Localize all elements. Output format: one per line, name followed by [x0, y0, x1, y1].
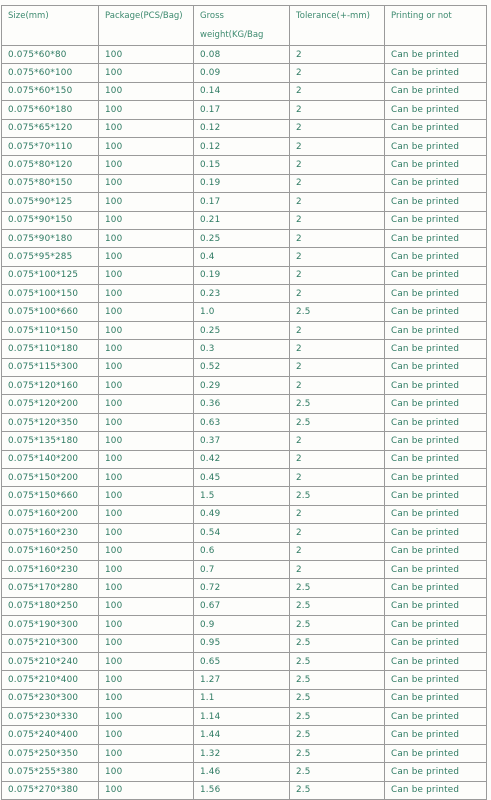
- table-row: [2, 781, 487, 799]
- cell-printing: Can be printed: [385, 303, 487, 321]
- cell-tolerance: 2: [290, 340, 385, 358]
- table-row: [2, 468, 487, 486]
- cell-package: 100: [99, 321, 194, 339]
- cell-gross-weight: 0.19: [194, 266, 290, 284]
- cell-gross-weight: 1.46: [194, 763, 290, 781]
- cell-tolerance: 2.5: [290, 671, 385, 689]
- cell-size: 0.075*150*200: [2, 468, 99, 486]
- cell-tolerance: 2: [290, 266, 385, 284]
- cell-gross-weight: 0.54: [194, 524, 290, 542]
- table-row: [2, 211, 487, 229]
- cell-gross-weight: 0.72: [194, 579, 290, 597]
- cell-size: 0.075*120*160: [2, 377, 99, 395]
- table-row: [2, 524, 487, 542]
- cell-gross-weight: 0.6: [194, 542, 290, 560]
- cell-gross-weight: 0.9: [194, 616, 290, 634]
- table-row: [2, 340, 487, 358]
- cell-package: 100: [99, 413, 194, 431]
- cell-tolerance: 2: [290, 321, 385, 339]
- cell-printing: Can be printed: [385, 450, 487, 468]
- cell-gross-weight: 0.45: [194, 468, 290, 486]
- cell-tolerance: 2: [290, 211, 385, 229]
- cell-size: 0.075*270*380: [2, 781, 99, 799]
- cell-size: 0.075*230*330: [2, 708, 99, 726]
- cell-package: 100: [99, 708, 194, 726]
- cell-printing: Can be printed: [385, 285, 487, 303]
- table-row: [2, 377, 487, 395]
- cell-printing: Can be printed: [385, 763, 487, 781]
- cell-package: 100: [99, 101, 194, 119]
- cell-printing: Can be printed: [385, 432, 487, 450]
- cell-package: 100: [99, 229, 194, 247]
- cell-size: 0.075*170*280: [2, 579, 99, 597]
- cell-package: 100: [99, 395, 194, 413]
- cell-size: 0.075*60*100: [2, 64, 99, 82]
- cell-tolerance: 2: [290, 432, 385, 450]
- cell-package: 100: [99, 634, 194, 652]
- cell-package: 100: [99, 487, 194, 505]
- cell-printing: Can be printed: [385, 708, 487, 726]
- cell-gross-weight: 0.37: [194, 432, 290, 450]
- cell-gross-weight: 0.14: [194, 82, 290, 100]
- cell-package: 100: [99, 377, 194, 395]
- cell-printing: Can be printed: [385, 671, 487, 689]
- cell-package: 100: [99, 763, 194, 781]
- cell-package: 100: [99, 156, 194, 174]
- cell-tolerance: 2.5: [290, 726, 385, 744]
- cell-size: 0.075*60*80: [2, 46, 99, 64]
- cell-size: 0.075*160*200: [2, 505, 99, 523]
- cell-tolerance: 2: [290, 156, 385, 174]
- table-row: [2, 597, 487, 615]
- cell-gross-weight: 0.3: [194, 340, 290, 358]
- cell-printing: Can be printed: [385, 64, 487, 82]
- cell-package: 100: [99, 505, 194, 523]
- cell-printing: Can be printed: [385, 487, 487, 505]
- table-row: [2, 101, 487, 119]
- cell-tolerance: 2: [290, 358, 385, 376]
- cell-tolerance: 2: [290, 524, 385, 542]
- cell-package: 100: [99, 579, 194, 597]
- column-header-gross-weight: [194, 6, 290, 46]
- cell-printing: Can be printed: [385, 634, 487, 652]
- cell-gross-weight: 0.29: [194, 377, 290, 395]
- cell-gross-weight: 1.44: [194, 726, 290, 744]
- cell-printing: Can be printed: [385, 468, 487, 486]
- cell-gross-weight: 0.4: [194, 248, 290, 266]
- cell-size: 0.075*95*285: [2, 248, 99, 266]
- cell-gross-weight: 0.95: [194, 634, 290, 652]
- table-row: [2, 229, 487, 247]
- table-row: [2, 193, 487, 211]
- cell-printing: Can be printed: [385, 266, 487, 284]
- cell-gross-weight: 0.21: [194, 211, 290, 229]
- table-row: [2, 303, 487, 321]
- cell-printing: Can be printed: [385, 211, 487, 229]
- cell-size: 0.075*255*380: [2, 763, 99, 781]
- cell-tolerance: 2.5: [290, 579, 385, 597]
- cell-tolerance: 2.5: [290, 781, 385, 799]
- cell-gross-weight: 0.17: [194, 101, 290, 119]
- cell-size: 0.075*115*300: [2, 358, 99, 376]
- cell-package: 100: [99, 726, 194, 744]
- cell-package: 100: [99, 119, 194, 137]
- cell-gross-weight: 0.7: [194, 560, 290, 578]
- cell-printing: Can be printed: [385, 358, 487, 376]
- cell-tolerance: 2: [290, 174, 385, 192]
- cell-printing: Can be printed: [385, 505, 487, 523]
- cell-package: 100: [99, 211, 194, 229]
- table-header: [2, 6, 487, 46]
- cell-package: 100: [99, 248, 194, 266]
- cell-printing: Can be printed: [385, 744, 487, 762]
- table-row: [2, 82, 487, 100]
- cell-gross-weight: 0.63: [194, 413, 290, 431]
- cell-gross-weight: 0.36: [194, 395, 290, 413]
- cell-printing: Can be printed: [385, 652, 487, 670]
- cell-tolerance: 2.5: [290, 413, 385, 431]
- cell-size: 0.075*60*180: [2, 101, 99, 119]
- cell-tolerance: 2.5: [290, 303, 385, 321]
- cell-size: 0.075*100*660: [2, 303, 99, 321]
- cell-size: 0.075*110*180: [2, 340, 99, 358]
- cell-printing: Can be printed: [385, 119, 487, 137]
- cell-tolerance: 2: [290, 285, 385, 303]
- cell-gross-weight: 0.17: [194, 193, 290, 211]
- cell-package: 100: [99, 340, 194, 358]
- cell-gross-weight: 0.08: [194, 46, 290, 64]
- cell-gross-weight: 0.49: [194, 505, 290, 523]
- cell-gross-weight: 0.12: [194, 137, 290, 155]
- cell-gross-weight: 0.25: [194, 229, 290, 247]
- cell-size: 0.075*160*250: [2, 542, 99, 560]
- cell-package: 100: [99, 137, 194, 155]
- cell-package: 100: [99, 542, 194, 560]
- cell-package: 100: [99, 303, 194, 321]
- cell-tolerance: 2: [290, 193, 385, 211]
- cell-tolerance: 2: [290, 64, 385, 82]
- cell-tolerance: 2: [290, 137, 385, 155]
- cell-gross-weight: 1.14: [194, 708, 290, 726]
- cell-printing: Can be printed: [385, 137, 487, 155]
- table-row: [2, 505, 487, 523]
- cell-printing: Can be printed: [385, 413, 487, 431]
- cell-package: 100: [99, 432, 194, 450]
- cell-tolerance: 2: [290, 560, 385, 578]
- cell-size: 0.075*180*250: [2, 597, 99, 615]
- header-row: [2, 6, 487, 46]
- cell-gross-weight: 0.15: [194, 156, 290, 174]
- cell-printing: Can be printed: [385, 377, 487, 395]
- cell-size: 0.075*250*350: [2, 744, 99, 762]
- cell-size: 0.075*90*150: [2, 211, 99, 229]
- cell-tolerance: 2.5: [290, 763, 385, 781]
- column-header-package: Package(PCS/Bag): [99, 6, 194, 46]
- cell-tolerance: 2.5: [290, 597, 385, 615]
- table-row: [2, 413, 487, 431]
- cell-tolerance: 2: [290, 101, 385, 119]
- table-row: [2, 137, 487, 155]
- cell-size: 0.075*120*200: [2, 395, 99, 413]
- cell-size: 0.075*90*180: [2, 229, 99, 247]
- table-row: [2, 46, 487, 64]
- cell-printing: Can be printed: [385, 689, 487, 707]
- cell-size: 0.075*210*300: [2, 634, 99, 652]
- cell-gross-weight: 1.0: [194, 303, 290, 321]
- cell-size: 0.075*160*230: [2, 524, 99, 542]
- cell-gross-weight: 0.12: [194, 119, 290, 137]
- cell-package: 100: [99, 468, 194, 486]
- table-row: [2, 634, 487, 652]
- cell-package: 100: [99, 46, 194, 64]
- cell-size: 0.075*120*350: [2, 413, 99, 431]
- cell-tolerance: 2: [290, 229, 385, 247]
- cell-printing: Can be printed: [385, 101, 487, 119]
- table-row: [2, 119, 487, 137]
- cell-gross-weight: 0.65: [194, 652, 290, 670]
- cell-package: 100: [99, 560, 194, 578]
- cell-tolerance: 2: [290, 542, 385, 560]
- cell-gross-weight: 0.67: [194, 597, 290, 615]
- table-row: [2, 652, 487, 670]
- cell-size: 0.075*160*230: [2, 560, 99, 578]
- cell-size: 0.075*135*180: [2, 432, 99, 450]
- column-header-size: Size(mm): [2, 6, 99, 46]
- table-row: [2, 726, 487, 744]
- cell-printing: Can be printed: [385, 229, 487, 247]
- table-body: [2, 46, 487, 800]
- table-row: [2, 560, 487, 578]
- cell-package: 100: [99, 781, 194, 799]
- cell-tolerance: 2: [290, 505, 385, 523]
- cell-package: 100: [99, 82, 194, 100]
- cell-package: 100: [99, 174, 194, 192]
- cell-gross-weight: 1.56: [194, 781, 290, 799]
- cell-package: 100: [99, 652, 194, 670]
- cell-tolerance: 2: [290, 377, 385, 395]
- cell-printing: Can be printed: [385, 174, 487, 192]
- cell-gross-weight: 1.27: [194, 671, 290, 689]
- cell-tolerance: 2.5: [290, 634, 385, 652]
- cell-printing: Can be printed: [385, 340, 487, 358]
- table-row: [2, 64, 487, 82]
- table-row: [2, 248, 487, 266]
- table-row: [2, 450, 487, 468]
- cell-package: 100: [99, 285, 194, 303]
- table-row: [2, 358, 487, 376]
- cell-package: 100: [99, 744, 194, 762]
- cell-gross-weight: 0.19: [194, 174, 290, 192]
- table-row: [2, 616, 487, 634]
- cell-printing: Can be printed: [385, 524, 487, 542]
- table-row: [2, 671, 487, 689]
- cell-printing: Can be printed: [385, 781, 487, 799]
- table-row: [2, 689, 487, 707]
- cell-tolerance: 2.5: [290, 487, 385, 505]
- cell-size: 0.075*100*150: [2, 285, 99, 303]
- cell-size: 0.075*140*200: [2, 450, 99, 468]
- table-row: [2, 487, 487, 505]
- cell-size: 0.075*80*120: [2, 156, 99, 174]
- cell-package: 100: [99, 193, 194, 211]
- cell-printing: Can be printed: [385, 560, 487, 578]
- column-header-gross-weight-label: Gross weight(KG/Bag: [200, 11, 264, 40]
- cell-printing: Can be printed: [385, 395, 487, 413]
- cell-size: 0.075*90*125: [2, 193, 99, 211]
- cell-printing: Can be printed: [385, 542, 487, 560]
- cell-package: 100: [99, 450, 194, 468]
- cell-tolerance: 2: [290, 46, 385, 64]
- table-row: [2, 432, 487, 450]
- table-row: [2, 266, 487, 284]
- cell-package: 100: [99, 671, 194, 689]
- cell-tolerance: 2: [290, 82, 385, 100]
- cell-size: 0.075*60*150: [2, 82, 99, 100]
- table-row: [2, 395, 487, 413]
- cell-size: 0.075*230*300: [2, 689, 99, 707]
- table-row: [2, 174, 487, 192]
- cell-tolerance: 2: [290, 248, 385, 266]
- cell-tolerance: 2.5: [290, 652, 385, 670]
- table-row: [2, 321, 487, 339]
- cell-size: 0.075*240*400: [2, 726, 99, 744]
- cell-size: 0.075*100*125: [2, 266, 99, 284]
- cell-package: 100: [99, 266, 194, 284]
- size-spec-table: [1, 5, 487, 800]
- cell-size: 0.075*210*400: [2, 671, 99, 689]
- table-row: [2, 542, 487, 560]
- cell-printing: Can be printed: [385, 156, 487, 174]
- cell-printing: Can be printed: [385, 193, 487, 211]
- cell-gross-weight: 1.32: [194, 744, 290, 762]
- cell-printing: Can be printed: [385, 46, 487, 64]
- cell-tolerance: 2.5: [290, 616, 385, 634]
- cell-tolerance: 2.5: [290, 708, 385, 726]
- column-header-tolerance: Tolerance(+-mm): [290, 6, 385, 46]
- cell-gross-weight: 1.5: [194, 487, 290, 505]
- cell-tolerance: 2.5: [290, 395, 385, 413]
- table-row: [2, 708, 487, 726]
- cell-size: 0.075*70*110: [2, 137, 99, 155]
- cell-gross-weight: 0.42: [194, 450, 290, 468]
- cell-size: 0.075*210*240: [2, 652, 99, 670]
- cell-tolerance: 2: [290, 119, 385, 137]
- cell-printing: Can be printed: [385, 579, 487, 597]
- cell-printing: Can be printed: [385, 321, 487, 339]
- cell-printing: Can be printed: [385, 82, 487, 100]
- cell-package: 100: [99, 597, 194, 615]
- table-row: [2, 763, 487, 781]
- cell-package: 100: [99, 689, 194, 707]
- cell-printing: Can be printed: [385, 248, 487, 266]
- cell-printing: Can be printed: [385, 597, 487, 615]
- cell-tolerance: 2: [290, 450, 385, 468]
- column-header-printing: Printing or not: [385, 6, 487, 46]
- cell-tolerance: 2: [290, 468, 385, 486]
- cell-size: 0.075*65*120: [2, 119, 99, 137]
- cell-tolerance: 2.5: [290, 744, 385, 762]
- cell-package: 100: [99, 358, 194, 376]
- cell-printing: Can be printed: [385, 616, 487, 634]
- cell-tolerance: 2.5: [290, 689, 385, 707]
- cell-size: 0.075*190*300: [2, 616, 99, 634]
- cell-size: 0.075*150*660: [2, 487, 99, 505]
- table-row: [2, 579, 487, 597]
- cell-gross-weight: 0.25: [194, 321, 290, 339]
- cell-gross-weight: 0.09: [194, 64, 290, 82]
- table-row: [2, 156, 487, 174]
- cell-package: 100: [99, 616, 194, 634]
- cell-gross-weight: 0.52: [194, 358, 290, 376]
- cell-package: 100: [99, 64, 194, 82]
- cell-size: 0.075*80*150: [2, 174, 99, 192]
- cell-package: 100: [99, 524, 194, 542]
- table-row: [2, 285, 487, 303]
- cell-size: 0.075*110*150: [2, 321, 99, 339]
- cell-gross-weight: 0.23: [194, 285, 290, 303]
- cell-gross-weight: 1.1: [194, 689, 290, 707]
- cell-printing: Can be printed: [385, 726, 487, 744]
- table-row: [2, 744, 487, 762]
